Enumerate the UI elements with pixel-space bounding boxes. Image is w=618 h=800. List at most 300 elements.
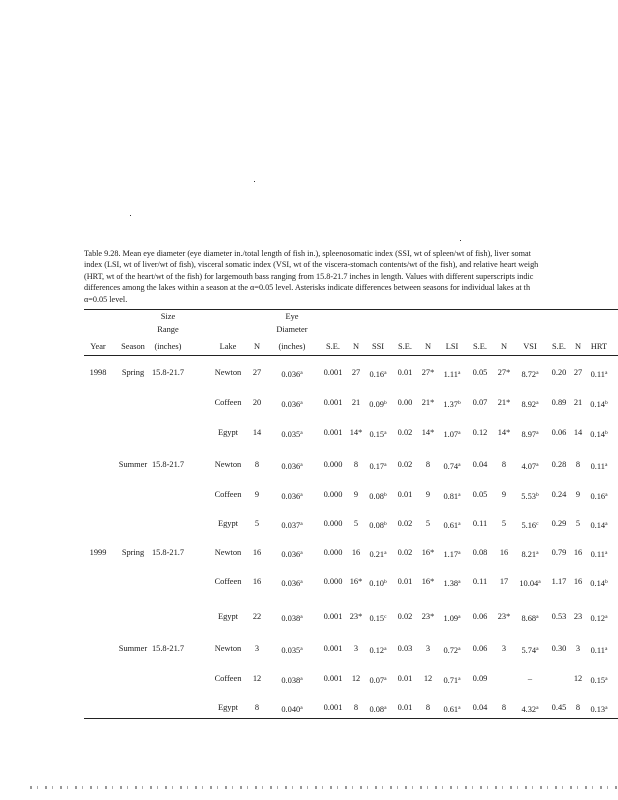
cell-n1 xyxy=(248,674,266,684)
cell-se3 xyxy=(466,460,494,470)
cell-se3 xyxy=(466,703,494,713)
superscript: b xyxy=(604,400,608,406)
cell-value: 0.07 xyxy=(369,676,385,685)
cell-n1 xyxy=(248,644,266,654)
cell-value: 14* xyxy=(349,428,363,437)
cell-value: 5 xyxy=(575,519,581,528)
cell-value: 0.08 xyxy=(472,548,488,557)
superscript: b xyxy=(604,430,608,436)
cell-ssi xyxy=(364,612,392,624)
superscript: a xyxy=(300,492,303,498)
cell-value: 16 xyxy=(252,548,262,557)
superscript: a xyxy=(536,646,539,652)
superscript: b xyxy=(383,492,387,498)
cell-se1 xyxy=(318,674,348,684)
cell-value: 0.15 xyxy=(590,676,606,685)
superscript: b xyxy=(383,400,387,406)
superscript: a xyxy=(536,430,539,436)
cell-value: 10.04 xyxy=(519,579,539,588)
superscript: a xyxy=(300,676,303,682)
table-caption xyxy=(84,248,618,305)
superscript: a xyxy=(384,462,387,468)
cell-vsi xyxy=(514,644,546,656)
cell-value: 0.01 xyxy=(397,577,413,586)
cell-value: 1.37 xyxy=(443,400,458,409)
cell-value: 16* xyxy=(421,577,435,586)
cell-value: 12 xyxy=(252,674,262,683)
cell-n3 xyxy=(418,398,438,408)
cell-lsi xyxy=(438,428,466,440)
cell-ssi xyxy=(364,460,392,472)
cell-value: 8 xyxy=(353,460,359,469)
cell-se1 xyxy=(318,548,348,558)
cell-value: 0.06 xyxy=(472,644,488,653)
header-se: S.E. xyxy=(473,342,487,351)
cell-lake xyxy=(208,674,248,684)
cell-hrt xyxy=(584,490,614,502)
cell-value: 8 xyxy=(501,460,507,469)
cell-vsi xyxy=(514,703,546,715)
superscript: a xyxy=(300,370,303,376)
caption-line: α=0.05 level. xyxy=(84,294,128,304)
cell-se3 xyxy=(466,490,494,500)
cell-vsi xyxy=(514,428,546,440)
cell-n2 xyxy=(348,577,364,587)
cell-value: 0.14 xyxy=(590,430,605,439)
cell-value: 21 xyxy=(351,398,361,407)
cell-n2 xyxy=(348,398,364,408)
cell-n1 xyxy=(248,490,266,500)
cell-n1 xyxy=(248,703,266,713)
superscript: a xyxy=(384,550,387,556)
cell-lake xyxy=(208,398,248,408)
cell-value: 0.06 xyxy=(551,428,567,437)
cell-value: 0.11 xyxy=(472,577,488,586)
cell-hrt xyxy=(584,428,614,440)
superscript: a xyxy=(458,614,461,620)
cell-value: 0.035 xyxy=(281,430,301,439)
cell-value: 16 xyxy=(499,548,509,557)
cell-eye xyxy=(266,368,318,380)
cell-value: 0.09 xyxy=(472,674,488,683)
cell-value: 23* xyxy=(497,612,511,621)
header-se: S.E. xyxy=(398,342,412,351)
superscript: a xyxy=(604,370,608,376)
superscript: a xyxy=(604,462,608,468)
cell-value: 8 xyxy=(254,460,260,469)
cell-value: 20 xyxy=(252,398,262,407)
cell-se2 xyxy=(392,548,418,558)
cell-value: 0.21 xyxy=(369,550,385,559)
cell-n3 xyxy=(418,644,438,654)
superscript: a xyxy=(300,462,303,468)
cell-value: 0.08 xyxy=(369,705,385,714)
cell-se4 xyxy=(546,703,572,713)
cell-value: 5 xyxy=(353,519,359,528)
cell-value: – xyxy=(527,674,533,683)
cell-se4 xyxy=(546,460,572,470)
cell-value: 1.17 xyxy=(443,550,459,559)
cell-value: 15.8-21.7 xyxy=(151,644,185,653)
cell-se2 xyxy=(392,612,418,622)
cell-value: 0.02 xyxy=(397,519,413,528)
cell-value: 0.16 xyxy=(369,370,385,379)
cell-ssi xyxy=(364,519,392,531)
cell-value: 21 xyxy=(573,398,583,407)
cell-value: 12 xyxy=(573,674,583,683)
superscript: a xyxy=(536,614,539,620)
cell-year xyxy=(84,548,112,558)
cell-value: 3 xyxy=(425,644,431,653)
cell-eye xyxy=(266,644,318,656)
cell-value: 16 xyxy=(573,577,583,586)
scan-speck xyxy=(130,215,131,216)
cell-value: 16* xyxy=(421,548,435,557)
cell-size xyxy=(148,460,188,470)
superscript: a xyxy=(300,400,303,406)
cell-value: Egypt xyxy=(217,612,238,621)
cell-value: 8 xyxy=(425,460,431,469)
cell-value: 8 xyxy=(575,460,581,469)
cell-value: 0.71 xyxy=(443,676,459,685)
superscript: a xyxy=(458,462,461,468)
cell-n4 xyxy=(494,644,514,654)
cell-value: 0.000 xyxy=(323,460,343,469)
cell-lake xyxy=(208,368,248,378)
cell-value: 0.11 xyxy=(472,519,488,528)
superscript: a xyxy=(605,492,608,498)
superscript: a xyxy=(300,521,303,527)
caption-line: Table 9.28. Mean eye diameter (eye diameter in./total length of fish in.), spleenosomatic index (SSI, wt of spleen/wt of fish), liver somat xyxy=(84,249,531,258)
cell-lsi xyxy=(438,398,466,410)
cell-value: 0.07 xyxy=(472,398,488,407)
cell-vsi xyxy=(514,674,546,684)
cell-value: Egypt xyxy=(217,428,238,437)
cell-value: 0.61 xyxy=(443,521,459,530)
cell-value: 5.16 xyxy=(521,521,537,530)
cell-lake xyxy=(208,548,248,558)
scan-speck xyxy=(460,240,461,241)
cell-se1 xyxy=(318,519,348,529)
superscript: a xyxy=(605,676,608,682)
cell-hrt xyxy=(584,368,614,380)
cell-n3 xyxy=(418,460,438,470)
cell-se4 xyxy=(546,612,572,622)
scan-speck xyxy=(254,181,255,182)
superscript: a xyxy=(536,400,539,406)
cell-value: 8.92 xyxy=(521,400,537,409)
header-se: S.E. xyxy=(326,342,340,351)
cell-value: 0.11 xyxy=(590,370,605,379)
cell-value: 22 xyxy=(252,612,262,621)
cell-ssi xyxy=(364,490,392,502)
cell-n1 xyxy=(248,428,266,438)
cell-value: 8 xyxy=(575,703,581,712)
cell-hrt xyxy=(584,577,614,589)
cell-value: 0.001 xyxy=(323,674,343,683)
cell-value: 23* xyxy=(349,612,363,621)
cell-hrt xyxy=(584,548,614,560)
cell-se1 xyxy=(318,703,348,713)
cell-se2 xyxy=(392,490,418,500)
cell-se2 xyxy=(392,519,418,529)
cell-se3 xyxy=(466,368,494,378)
cell-hrt xyxy=(584,398,614,410)
cell-value: Newton xyxy=(214,548,242,557)
cell-value: 0.000 xyxy=(323,548,343,557)
cell-value: 27 xyxy=(573,368,583,377)
cell-se4 xyxy=(546,519,572,529)
cell-lsi xyxy=(438,612,466,624)
cell-value: 3 xyxy=(254,644,260,653)
cell-lsi xyxy=(438,519,466,531)
cell-n1 xyxy=(248,548,266,558)
header-eye-1: Eye xyxy=(285,312,299,321)
scan-noise xyxy=(30,786,618,789)
cell-value: 0.28 xyxy=(551,460,567,469)
cell-n4 xyxy=(494,460,514,470)
cell-value: Newton xyxy=(214,368,242,377)
cell-se2 xyxy=(392,674,418,684)
cell-se4 xyxy=(546,577,572,587)
cell-n5 xyxy=(572,674,584,684)
cell-n2 xyxy=(348,519,364,529)
cell-n2 xyxy=(348,703,364,713)
header-n: N xyxy=(352,342,360,351)
cell-value: 0.02 xyxy=(397,548,413,557)
cell-value: 0.04 xyxy=(472,703,488,712)
cell-value: 16 xyxy=(252,577,262,586)
cell-se1 xyxy=(318,612,348,622)
cell-value: 15.8-21.7 xyxy=(151,548,185,557)
superscript: a xyxy=(605,705,608,711)
header-eye-3: (inches) xyxy=(278,342,306,351)
cell-n1 xyxy=(248,368,266,378)
cell-value: 1.17 xyxy=(551,577,567,586)
cell-se1 xyxy=(318,368,348,378)
cell-hrt xyxy=(584,674,614,686)
cell-lsi xyxy=(438,703,466,715)
cell-value: 16* xyxy=(349,577,363,586)
cell-se4 xyxy=(546,490,572,500)
cell-n3 xyxy=(418,428,438,438)
cell-n2 xyxy=(348,460,364,470)
cell-vsi xyxy=(514,490,546,502)
superscript: a xyxy=(458,492,461,498)
cell-ssi xyxy=(364,703,392,715)
cell-se2 xyxy=(392,703,418,713)
cell-value: 0.035 xyxy=(281,646,301,655)
cell-value: 0.10 xyxy=(369,579,384,588)
header-size-3: (inches) xyxy=(154,342,182,351)
cell-ssi xyxy=(364,548,392,560)
superscript: a xyxy=(604,646,608,652)
cell-value: 0.14 xyxy=(590,579,605,588)
superscript: a xyxy=(384,676,387,682)
cell-vsi xyxy=(514,612,546,624)
cell-value: 0.036 xyxy=(281,462,301,471)
cell-value: 15.8-21.7 xyxy=(151,460,185,469)
cell-vsi xyxy=(514,398,546,410)
header-se: S.E. xyxy=(552,342,566,351)
cell-value: 0.02 xyxy=(397,612,413,621)
cell-value: 0.036 xyxy=(281,579,301,588)
cell-value: Coffeen xyxy=(214,490,242,499)
superscript: a xyxy=(458,430,461,436)
cell-value: Summer xyxy=(118,644,148,653)
cell-value: 0.08 xyxy=(369,521,384,530)
cell-size xyxy=(148,368,188,378)
cell-value: 12 xyxy=(423,674,433,683)
cell-value: 0.15 xyxy=(369,614,385,623)
cell-hrt xyxy=(584,703,614,715)
cell-value: 8.68 xyxy=(521,614,537,623)
cell-value: 0.06 xyxy=(472,612,488,621)
cell-value: 0.038 xyxy=(281,614,301,623)
cell-se4 xyxy=(546,398,572,408)
cell-lake xyxy=(208,612,248,622)
cell-lake xyxy=(208,577,248,587)
cell-lake xyxy=(208,428,248,438)
cell-value: 0.000 xyxy=(323,490,343,499)
cell-value: Spring xyxy=(121,548,145,557)
cell-eye xyxy=(266,428,318,440)
cell-n1 xyxy=(248,519,266,529)
cell-value: 0.14 xyxy=(590,521,606,530)
cell-value: 0.72 xyxy=(443,646,459,655)
cell-n5 xyxy=(572,703,584,713)
cell-value: 8 xyxy=(425,703,431,712)
cell-value: 27* xyxy=(421,368,435,377)
cell-value: 0.001 xyxy=(323,428,343,437)
cell-n4 xyxy=(494,519,514,529)
cell-value: 0.53 xyxy=(551,612,567,621)
cell-lake xyxy=(208,490,248,500)
superscript: a xyxy=(384,705,387,711)
cell-value: 21* xyxy=(497,398,511,407)
cell-n1 xyxy=(248,398,266,408)
cell-n4 xyxy=(494,490,514,500)
cell-se2 xyxy=(392,460,418,470)
cell-value: 0.11 xyxy=(590,550,605,559)
cell-n3 xyxy=(418,674,438,684)
cell-value: 0.001 xyxy=(323,644,343,653)
cell-value: 0.30 xyxy=(551,644,567,653)
cell-value: 1.09 xyxy=(443,614,459,623)
superscript: a xyxy=(458,705,461,711)
cell-n5 xyxy=(572,577,584,587)
cell-value: 0.11 xyxy=(590,646,605,655)
superscript: a xyxy=(300,705,303,711)
cell-lake xyxy=(208,519,248,529)
header-n: N xyxy=(253,342,261,351)
cell-n3 xyxy=(418,577,438,587)
cell-value: 0.20 xyxy=(551,368,567,377)
superscript: b xyxy=(535,492,539,498)
cell-value: Summer xyxy=(118,460,148,469)
cell-n5 xyxy=(572,398,584,408)
superscript: a xyxy=(384,646,387,652)
superscript: a xyxy=(300,579,303,585)
cell-value: 9 xyxy=(254,490,260,499)
cell-value: Spring xyxy=(121,368,145,377)
cell-value: 12 xyxy=(351,674,361,683)
cell-value: 0.16 xyxy=(590,492,606,501)
cell-lsi xyxy=(438,368,466,380)
cell-n3 xyxy=(418,612,438,622)
cell-value: 0.040 xyxy=(281,705,301,714)
cell-n2 xyxy=(348,548,364,558)
cell-se3 xyxy=(466,428,494,438)
cell-value: 0.036 xyxy=(281,492,301,501)
cell-value: 8 xyxy=(353,703,359,712)
cell-value: 0.02 xyxy=(397,428,413,437)
superscript: b xyxy=(383,579,387,585)
cell-vsi xyxy=(514,460,546,472)
cell-se4 xyxy=(546,368,572,378)
cell-ssi xyxy=(364,428,392,440)
cell-n5 xyxy=(572,368,584,378)
cell-n2 xyxy=(348,490,364,500)
cell-value: 8.97 xyxy=(521,430,537,439)
cell-value: 8 xyxy=(501,703,507,712)
cell-lsi xyxy=(438,460,466,472)
header-n: N xyxy=(574,342,582,351)
cell-value: 0.000 xyxy=(323,577,343,586)
cell-se1 xyxy=(318,577,348,587)
cell-value: 9 xyxy=(501,490,507,499)
header-eye-2: Diameter xyxy=(276,325,308,334)
cell-se1 xyxy=(318,644,348,654)
cell-se3 xyxy=(466,644,494,654)
superscript: a xyxy=(536,462,539,468)
caption-line: index (LSI, wt of liver/wt of fish), visceral somatic index (VSI, wt of the viscera-stomach contents/wt of the fish), and relative heart weigh xyxy=(84,260,539,270)
cell-n1 xyxy=(248,577,266,587)
cell-n5 xyxy=(572,519,584,529)
cell-value: 0.11 xyxy=(590,462,605,471)
superscript: a xyxy=(384,370,387,376)
cell-value: Coffeen xyxy=(214,398,242,407)
cell-value: 14* xyxy=(421,428,435,437)
cell-vsi xyxy=(514,577,546,589)
cell-value: 3 xyxy=(353,644,359,653)
cell-ssi xyxy=(364,398,392,410)
superscript: a xyxy=(300,550,303,556)
cell-vsi xyxy=(514,519,546,531)
cell-value: 5 xyxy=(501,519,507,528)
cell-value: 16 xyxy=(351,548,361,557)
cell-lsi xyxy=(438,644,466,656)
cell-value: 3 xyxy=(501,644,507,653)
cell-se4 xyxy=(546,644,572,654)
cell-se1 xyxy=(318,398,348,408)
cell-value: 4.07 xyxy=(521,462,537,471)
header-season: Season xyxy=(121,342,145,351)
header-ssi: SSI xyxy=(371,342,385,351)
cell-value: 1.07 xyxy=(443,430,459,439)
cell-eye xyxy=(266,703,318,715)
cell-value: 23 xyxy=(573,612,583,621)
cell-value: 9 xyxy=(425,490,431,499)
cell-n3 xyxy=(418,519,438,529)
cell-n4 xyxy=(494,428,514,438)
cell-value: 5 xyxy=(425,519,431,528)
cell-lake xyxy=(208,644,248,654)
cell-value: 23* xyxy=(421,612,435,621)
superscript: a xyxy=(300,430,303,436)
cell-value: 0.24 xyxy=(551,490,567,499)
cell-n4 xyxy=(494,577,514,587)
